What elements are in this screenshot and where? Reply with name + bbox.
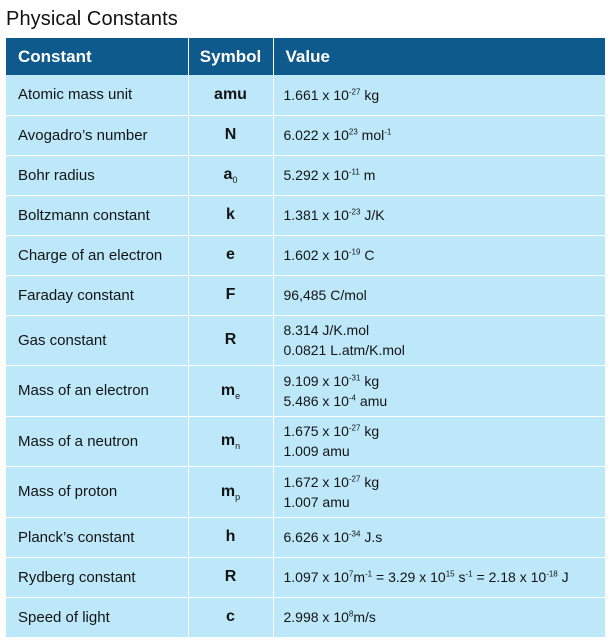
value-line: 96,485 C/mol — [283, 287, 367, 303]
table-row — [6, 597, 605, 637]
constant-name: Avogadro’s number — [6, 115, 188, 155]
constant-symbol: R — [188, 557, 273, 597]
constant-symbol: $a_0$ — [188, 155, 273, 195]
constant-name: Bohr radius — [6, 155, 188, 195]
constant-symbol: $m_e$ — [188, 365, 273, 416]
constant-name: Speed of light — [6, 597, 188, 637]
constant-symbol: h — [188, 517, 273, 557]
constant-value — [273, 75, 605, 115]
constant-name: Planck’s constant — [6, 517, 188, 557]
column-header-value: Value — [273, 38, 605, 75]
table-row — [6, 365, 605, 416]
value-line: 1.007 amu — [283, 493, 350, 510]
constant-name: Atomic mass unit — [6, 75, 188, 115]
constant-symbol: N — [188, 115, 273, 155]
value-line: 2.998 x $10^8m/s$ — [283, 609, 376, 625]
table-row — [6, 315, 605, 365]
table-row — [6, 275, 605, 315]
page-title: Physical Constants — [6, 8, 178, 30]
constant-name: Boltzmann constant — [6, 195, 188, 235]
table-row — [6, 416, 605, 466]
constants-table — [6, 38, 605, 638]
constant-name: Mass of proton — [6, 466, 188, 517]
table-header-row — [6, 38, 605, 75]
table-row — [6, 235, 605, 275]
value-line: 6.022 x $10^{23}$ mol$^{-1}$ — [283, 127, 392, 143]
table-row — [6, 75, 605, 115]
table-row — [6, 195, 605, 235]
constant-name: Charge of an electron — [6, 235, 188, 275]
constant-symbol: R — [188, 315, 273, 365]
value-line: 1.661 x $10^{-27}$ kg — [283, 86, 380, 103]
constant-value — [273, 517, 605, 557]
column-header-symbol: Symbol — [188, 38, 273, 75]
constant-name: Mass of a neutron — [6, 416, 188, 466]
value-line: 5.292 x $10^{-11}$ m — [283, 167, 376, 183]
constant-symbol: F — [188, 275, 273, 315]
constant-value — [273, 597, 605, 637]
constant-symbol: amu — [188, 75, 273, 115]
constant-value — [273, 365, 605, 416]
constant-symbol: e — [188, 235, 273, 275]
constant-value — [273, 466, 605, 517]
constant-symbol: $m_n$ — [188, 416, 273, 466]
value-line: 8.314 J/K.mol — [283, 322, 370, 338]
table-row — [6, 115, 605, 155]
table-row — [6, 517, 605, 557]
column-header-constant: Constant — [6, 38, 188, 75]
constant-value — [273, 315, 605, 365]
constant-value — [273, 115, 605, 155]
value-line: 1.381 x $10^{-23}$ J/K — [283, 207, 385, 223]
constant-symbol: $m_p$ — [188, 466, 273, 517]
constant-name: Gas constant — [6, 315, 188, 365]
constant-name: Mass of an electron — [6, 365, 188, 416]
constant-value — [273, 235, 605, 275]
constant-name: Rydberg constant — [6, 557, 188, 597]
value-line: 1.097 x $10^7m^{-1} = 3.29$ x $10^{15}$ $s^{-1} = 2.18$ x $10^{-18}$ J — [283, 569, 569, 585]
constant-name: Faraday constant — [6, 275, 188, 315]
constant-value — [273, 557, 605, 597]
constant-value — [273, 275, 605, 315]
table-row — [6, 466, 605, 517]
value-line: 0.0821 L.atm/K.mol — [283, 342, 405, 358]
value-line: 5.486 x $10^{-4}$ amu — [283, 392, 388, 409]
table-row — [6, 155, 605, 195]
table-row — [6, 557, 605, 597]
constant-value — [273, 195, 605, 235]
value-line: 1.602 x $10^{-19}$ C — [283, 247, 375, 263]
value-line: 6.626 x $10^{-34}$ J.s — [283, 529, 383, 545]
constant-value — [273, 416, 605, 466]
value-line: 1.672 x $10^{-27}$ kg — [283, 473, 380, 490]
value-line: 1.009 amu — [283, 443, 350, 459]
constant-symbol: k — [188, 195, 273, 235]
constant-symbol: c — [188, 597, 273, 637]
constant-value — [273, 155, 605, 195]
value-line: 1.675 x $10^{-27}$ kg — [283, 423, 380, 439]
value-line: 9.109 x $10^{-31}$ kg — [283, 372, 380, 389]
